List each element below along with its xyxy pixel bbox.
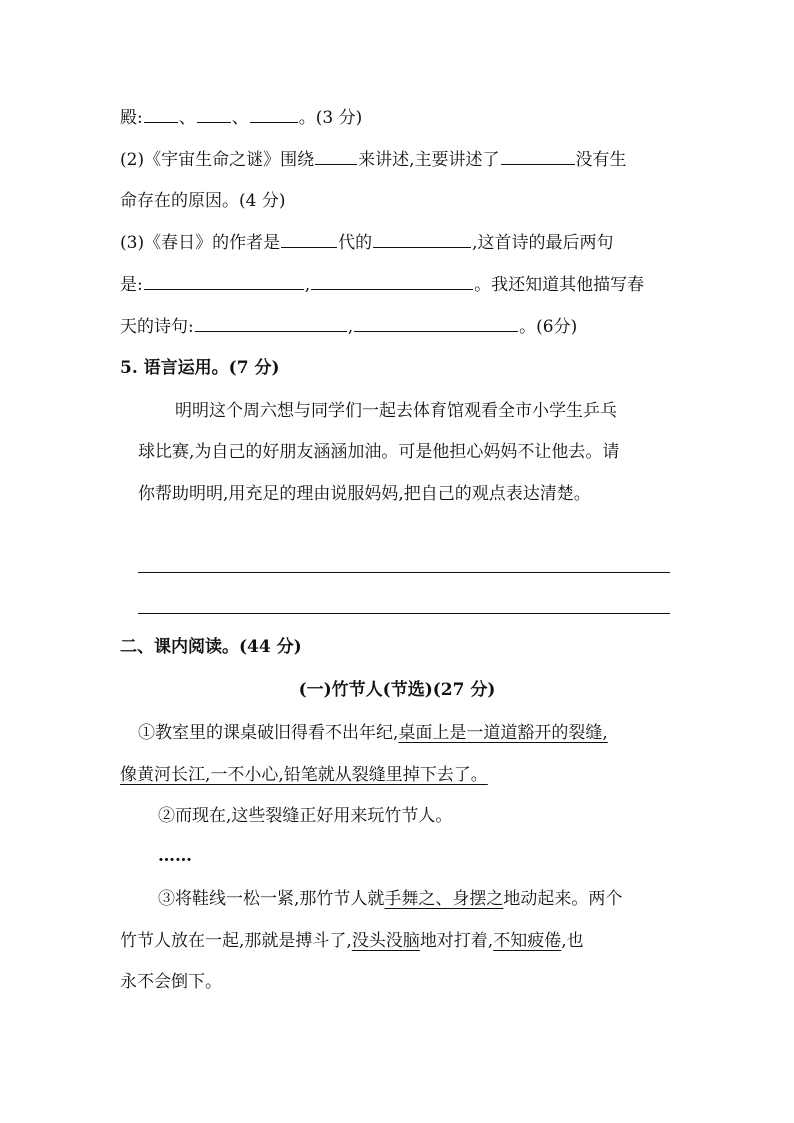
q4-l5-text-b: ,: [304, 275, 311, 295]
para-3-text-d: 地对打着,: [419, 931, 494, 951]
answer-writing-line[interactable]: [138, 572, 670, 573]
q4-l6-text-b: ,: [347, 317, 354, 337]
reading-subheading: (一)竹节人(节选)(27 分): [298, 680, 496, 700]
q4-l2-text-a: (2)《宇宙生命之谜》围绕: [120, 150, 315, 170]
answer-blank[interactable]: [197, 105, 231, 123]
q4-line-1: [120, 105, 362, 131]
q4-l4-text-a: (3)《春日》的作者是: [120, 233, 281, 253]
passage-para-3-line-2: [120, 928, 584, 954]
para-3-text-e: ,也: [561, 931, 584, 951]
q5-paragraph-line-3: 你帮助明明,用充足的理由说服妈妈,把自己的观点表达清楚。: [138, 484, 591, 504]
underlined-sentence: 桌面上是一道道豁开的裂缝,: [398, 723, 608, 743]
para-3-text-a: ③将鞋线一松一紧,那竹节人就: [158, 889, 385, 909]
q5-paragraph-line-2: 球比赛,为自己的好朋友涵涵加油。可是他担心妈妈不让他去。请: [138, 442, 620, 462]
q4-l5-text-c: 。我还知道其他描写春: [474, 275, 645, 295]
answer-blank[interactable]: [315, 147, 357, 165]
separator: 、: [231, 108, 249, 128]
passage-para-1-line-1: [138, 720, 608, 746]
answer-blank[interactable]: [501, 147, 575, 165]
q5-heading: 5. 语言运用。(7 分): [120, 358, 280, 378]
q4-l4-text-c: ,这首诗的最后两句: [472, 233, 614, 253]
answer-blank[interactable]: [144, 105, 178, 123]
q4-line-4: [120, 230, 614, 256]
q5-paragraph-line-1: 明明这个周六想与同学们一起去体育馆观看全市小学生乒乓: [175, 401, 617, 421]
separator: 、: [178, 108, 196, 128]
answer-writing-line[interactable]: [138, 613, 670, 614]
q4-l5-text-a: 是:: [120, 275, 143, 295]
para-3-text-c: 竹节人放在一起,那就是搏斗了,: [120, 931, 352, 951]
passage-para-3-line-3: 永不会倒下。: [120, 972, 222, 992]
underlined-sentence-cont: 像黄河长江,一不小心,铅笔就从裂缝里掉下去了。: [120, 765, 488, 785]
q4-l3-text: 命存在的原因。(4 分): [120, 191, 286, 211]
passage-para-3-line-1: [158, 886, 622, 912]
para-3-text-b: 地动起来。两个: [503, 889, 623, 909]
section-2-heading: 二、课内阅读。(44 分): [120, 637, 302, 657]
answer-blank[interactable]: [354, 314, 518, 332]
underlined-phrase: 不知疲倦: [493, 931, 562, 951]
q4-line-2: [120, 147, 627, 173]
answer-blank[interactable]: [281, 230, 337, 248]
q4-l4-text-b: 代的: [338, 233, 373, 253]
answer-blank[interactable]: [373, 230, 471, 248]
underlined-phrase: 没头没脑: [351, 931, 420, 951]
q4-l2-text-c: 没有生: [575, 150, 627, 170]
q4-line-3: [120, 188, 285, 214]
q4-line-6: [120, 314, 577, 340]
para-1-text: ①教室里的课桌破旧得看不出年纪,: [138, 723, 399, 743]
q4-l1-prefix: 殿:: [120, 108, 143, 128]
passage-para-2: ②而现在,这些裂缝正好用来玩竹节人。: [158, 806, 453, 826]
answer-blank[interactable]: [250, 105, 298, 123]
passage-para-1-line-2: [120, 762, 488, 788]
q4-l6-text-c: 。(6分): [519, 317, 578, 337]
q4-l6-text-a: 天的诗句:: [120, 317, 194, 337]
q4-l2-text-b: 来讲述,主要讲述了: [358, 150, 500, 170]
q4-line-5: [120, 272, 644, 298]
answer-blank[interactable]: [195, 314, 347, 332]
answer-blank[interactable]: [144, 272, 304, 290]
q4-l1-score: 。(3 分): [298, 108, 363, 128]
ellipsis: ……: [158, 846, 192, 866]
underlined-phrase: 手舞之、身摆之: [384, 889, 504, 909]
answer-blank[interactable]: [311, 272, 473, 290]
